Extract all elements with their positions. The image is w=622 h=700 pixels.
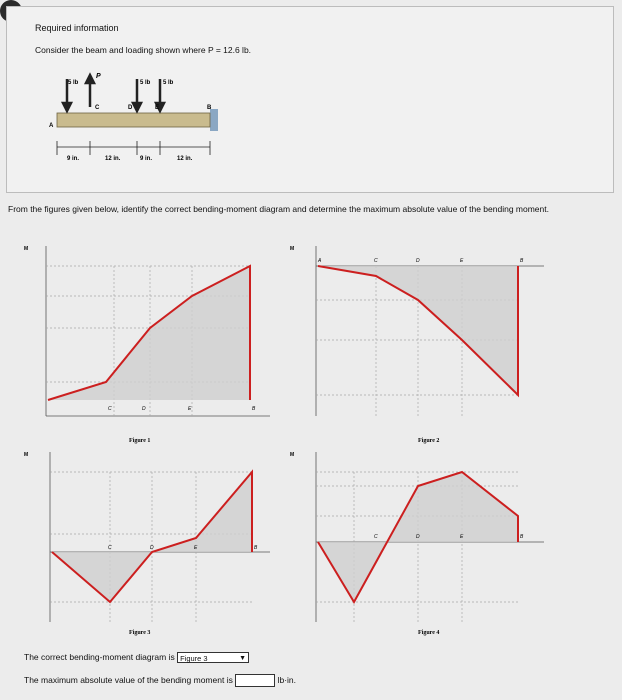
point-label: A [318, 258, 322, 264]
point-label: C [108, 545, 112, 551]
point-label-b: B [207, 105, 212, 111]
diagram-answer-label: The correct bending-moment diagram is [24, 652, 175, 662]
point-label: E [194, 545, 198, 551]
point-label: B [520, 258, 524, 264]
load-label: 5 lb [68, 80, 79, 86]
y-axis-label: M [290, 452, 295, 458]
required-info-title: Required information [35, 23, 119, 33]
dimension-label: 9 in. [140, 156, 153, 162]
max-moment-input[interactable] [235, 674, 275, 687]
load-label: P [96, 73, 101, 80]
figure-4-diagram [288, 446, 546, 640]
max-moment-answer-row [24, 674, 296, 687]
figure-caption: Figure 2 [418, 438, 440, 444]
point-label: B [254, 545, 258, 551]
point-label: D [150, 545, 154, 551]
figure-2-diagram [288, 240, 546, 446]
point-label-e: E [155, 105, 160, 111]
point-label: B [520, 534, 524, 540]
point-label: C [374, 258, 378, 264]
point-label: D [416, 534, 420, 540]
dimension-label: 12 in. [177, 156, 193, 162]
y-axis-label: M [24, 246, 29, 252]
figure-1-diagram [22, 240, 272, 446]
dimension-label: 12 in. [105, 156, 121, 162]
figure-select-value: Figure 3 [180, 654, 208, 664]
load-label: 5 lb [140, 80, 151, 86]
point-label: D [142, 406, 146, 412]
dimension-line [57, 141, 210, 155]
required-info-box [6, 6, 614, 193]
figure-3-diagram [22, 446, 272, 640]
load-label: 5 lb [163, 80, 174, 86]
point-label-a: A [49, 123, 54, 129]
wall-support [210, 109, 218, 131]
point-label: C [108, 406, 112, 412]
y-axis-label: M [24, 452, 29, 458]
moment-area [48, 266, 250, 400]
problem-prompt: Consider the beam and loading shown where P = 12.6 lb. [35, 45, 252, 55]
question-text: From the figures given below, identify the correct bending-moment diagram and determine the maximum absolute value of the bending moment. [8, 204, 549, 214]
point-label-c: C [95, 105, 100, 111]
y-axis-label: M [290, 246, 295, 252]
figure-caption: Figure 4 [418, 630, 440, 636]
beam-body [57, 113, 210, 127]
figure-select-dropdown[interactable] [177, 652, 249, 663]
chevron-down-icon: ▼ [239, 655, 247, 663]
diagram-answer-row [24, 652, 249, 663]
point-label: E [460, 534, 464, 540]
point-label: C [374, 534, 378, 540]
point-label: E [460, 258, 464, 264]
dimension-label: 9 in. [67, 156, 80, 162]
max-moment-unit: lb·in. [277, 674, 297, 685]
figure-caption: Figure 3 [129, 630, 151, 636]
point-label: D [416, 258, 420, 264]
point-label: E [188, 406, 192, 412]
point-label: B [252, 406, 256, 412]
beam-diagram [35, 67, 235, 177]
figure-caption: Figure 1 [129, 438, 151, 444]
point-label-d: D [128, 105, 133, 111]
max-moment-label: The maximum absolute value of the bending moment is [24, 674, 233, 685]
